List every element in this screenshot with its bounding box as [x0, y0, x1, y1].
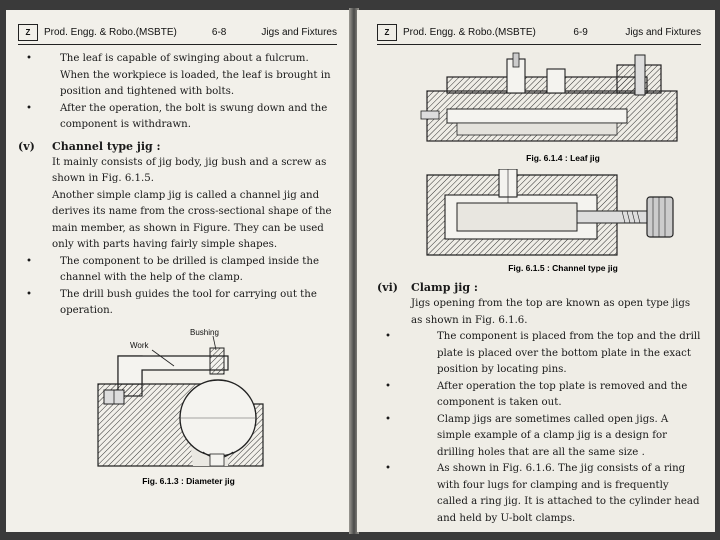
bullet-item: • After operation the top plate is removed and the component is taken out. [377, 379, 701, 412]
section-heading [18, 138, 337, 155]
diameter-jig-figure [78, 326, 278, 474]
right-page [357, 10, 715, 532]
publisher-logo-icon: Z [18, 24, 38, 41]
left-page [6, 10, 351, 532]
page-header [18, 20, 337, 45]
leaf-jig-figure [417, 51, 687, 151]
publisher-logo-icon: Z [377, 24, 397, 41]
book-title: Prod. Engg. & Robo.(MSBTE) [44, 26, 177, 38]
book-title: Prod. Engg. & Robo.(MSBTE) [403, 26, 536, 38]
chapter-title: Jigs and Fixtures [261, 26, 337, 38]
label-work: Work [130, 340, 149, 350]
paragraph: Another simple clamp jig is called a channel jig and derives its name from the cross-sectional shape of the main member, as shown in Figure. They can be used only with parts having fairly simple shapes. [52, 189, 332, 250]
section-heading [377, 279, 701, 296]
paragraph: Jigs opening from the top are known as open type jigs as shown in Fig. 6.1.6. [411, 298, 691, 326]
paragraph: It mainly consists of jig body, jig bush and a screw as shown in Fig. 6.1.5. [52, 156, 327, 184]
section-number: (v) [18, 139, 35, 153]
bullet-item: • As shown in Fig. 6.1.6. The jig consists of a ring with four lugs for clamping and is frequently called a ring jig. It is attached to the cylinder head and held by U-bolt clamps. [377, 461, 701, 527]
section-number: (vi) [377, 281, 398, 294]
bullet-item: • The component to be drilled is clamped inside the channel with the help of the clamp. [18, 254, 337, 287]
body-text [377, 279, 701, 527]
channel-jig-figure [417, 169, 687, 261]
page-header [377, 20, 701, 45]
bullet-item: • The leaf is capable of swinging about a fulcrum. When the workpiece is loaded, the leaf is brought in position and tightened with bolts. [18, 51, 337, 101]
body-text [18, 51, 337, 320]
bullet-item: • The drill bush guides the tool for carrying out the operation. [18, 287, 337, 320]
bullet-item: • After the operation, the bolt is swung down and the component is withdrawn. [18, 101, 337, 134]
chapter-title: Jigs and Fixtures [625, 26, 701, 38]
page-number: 6-8 [211, 26, 227, 38]
section-title: Clamp jig : [411, 281, 478, 294]
bullet-item: • Clamp jigs are sometimes called open jigs. A simple example of a clamp jig is a design for drilling holes that are all the same size . [377, 412, 701, 462]
bullet-item: • The component is placed from the top and the drill plate is placed over the bottom plate in the exact position by locating pins. [377, 329, 701, 379]
section-title: Channel type jig : [52, 139, 161, 153]
figure-caption: Fig. 6.1.4 : Leaf jig [526, 153, 600, 163]
figure-caption: Fig. 6.1.3 : Diameter jig [142, 475, 235, 486]
figure-caption: Fig. 6.1.5 : Channel type jig [508, 263, 618, 273]
page-number: 6-9 [573, 26, 588, 38]
label-bushing: Bushing [190, 327, 219, 337]
